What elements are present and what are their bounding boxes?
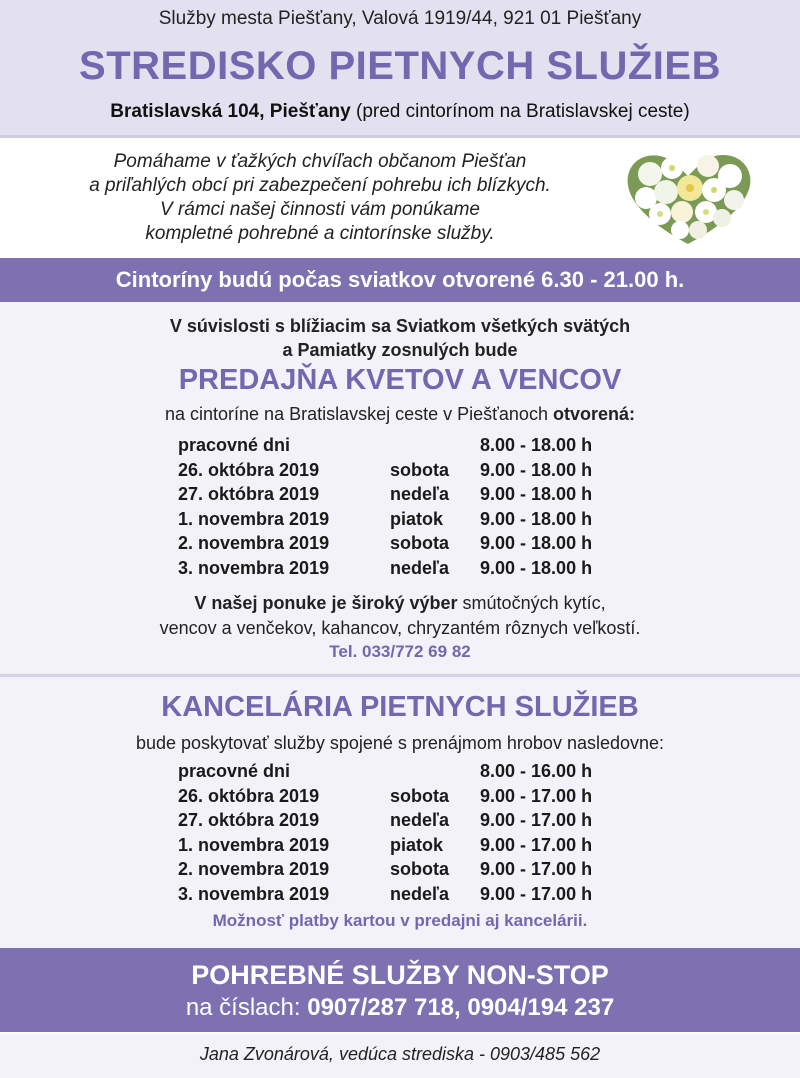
hours-date: 26. októbra 2019	[178, 459, 320, 480]
flower-bouquet-image	[620, 144, 756, 248]
footer	[0, 1032, 800, 1078]
hours-date: pracovné dni	[178, 435, 291, 455]
hours-time: 9.00 - 18.00 h	[480, 484, 593, 504]
address-note: (pred cintorínom na Bratislavskej ceste)	[356, 101, 690, 122]
hours-day: nedeľa	[390, 883, 449, 904]
hours-time: 8.00 - 18.00 h	[480, 435, 593, 455]
hours-date: 1. novembra 2019	[178, 508, 330, 529]
flower-shop-section	[0, 302, 800, 674]
shop-offer	[0, 591, 800, 641]
offer-line-2: vencov a venčekov, kahancov, chryzantém rôznych veľkostí.	[159, 618, 641, 638]
holiday-intro-line: a Pamiatky zosnulých bude	[282, 340, 518, 360]
hours-date: 3. novembra 2019	[178, 557, 330, 578]
hours-date: 3. novembra 2019	[178, 883, 330, 904]
hours-row	[178, 833, 638, 858]
hours-day: piatok	[390, 508, 444, 529]
hours-date: 1. novembra 2019	[178, 834, 330, 855]
offer-bold: V našej ponuke je široký výber	[194, 593, 458, 613]
intro-section	[0, 138, 800, 258]
hours-row	[178, 784, 638, 809]
intro-line: a priľahlých obcí pri zabezpečení pohrebu ich blízkych.	[89, 175, 551, 196]
office-title: KANCELÁRIA PIETNYCH SLUŽIEB	[161, 691, 639, 723]
hours-day: piatok	[390, 834, 444, 855]
hours-row	[178, 507, 638, 532]
nonstop-numbers: 0907/287 718, 0904/194 237	[307, 994, 615, 1021]
hours-row	[178, 882, 638, 907]
footer-contact: Jana Zvonárová, vedúca strediska - 0903/485 562	[199, 1044, 601, 1064]
payment-note: Možnosť platby kartou v predajni aj kancelárii.	[212, 911, 588, 930]
office-section	[0, 677, 800, 948]
intro-line: Pomáhame v ťažkých chvíľach občanom Piešťan	[113, 151, 527, 172]
nonstop-banner	[0, 948, 800, 1032]
hours-time: 8.00 - 16.00 h	[480, 761, 593, 781]
hours-date: pracovné dni	[178, 761, 291, 781]
nonstop-title: POHREBNÉ SLUŽBY NON-STOP	[191, 960, 609, 990]
shop-title: PREDAJŇA KVETOV A VENCOV	[178, 364, 622, 396]
holiday-intro	[0, 314, 800, 362]
hours-row	[178, 857, 638, 882]
hours-day: nedeľa	[390, 557, 449, 578]
hours-day: nedeľa	[390, 484, 449, 504]
offer-line	[0, 591, 800, 616]
hours-row	[178, 808, 638, 833]
header	[0, 0, 800, 138]
hours-day: nedeľa	[390, 810, 449, 830]
shop-note-text: na cintoríne na Bratislavskej ceste v Piešťanoch	[165, 404, 548, 424]
hours-time: 9.00 - 17.00 h	[480, 834, 593, 855]
page-title: STREDISKO PIETNYCH SLUŽIEB	[79, 44, 721, 88]
hours-time: 9.00 - 17.00 h	[480, 883, 593, 904]
hours-day: sobota	[390, 459, 450, 480]
address-line	[0, 101, 800, 123]
shop-hours-table	[178, 433, 638, 580]
hours-time: 9.00 - 17.00 h	[480, 859, 593, 879]
cemetery-hours-banner: Cintoríny budú počas sviatkov otvorené 6.30 - 21.00 h.	[0, 258, 800, 302]
intro-line: kompletné pohrebné a cintorínske služby.	[145, 223, 495, 244]
shop-note-bold: otvorená:	[552, 404, 635, 424]
hours-date: 2. novembra 2019	[178, 533, 330, 553]
hours-row	[178, 759, 638, 784]
office-hours-table	[178, 759, 638, 906]
offer-rest: smútočných kytíc,	[462, 593, 606, 613]
hours-time: 9.00 - 18.00 h	[480, 459, 593, 480]
hours-date: 27. októbra 2019	[178, 810, 320, 830]
hours-time: 9.00 - 18.00 h	[480, 557, 593, 578]
hours-time: 9.00 - 17.00 h	[480, 810, 593, 830]
hours-row	[178, 458, 638, 483]
hours-time: 9.00 - 18.00 h	[480, 533, 593, 553]
hours-day: sobota	[390, 859, 450, 879]
nonstop-prefix: na číslach:	[185, 994, 301, 1021]
intro-line: V rámci našej činnosti vám ponúkame	[160, 199, 480, 220]
hours-row	[178, 482, 638, 507]
hours-time: 9.00 - 18.00 h	[480, 508, 593, 529]
hours-day: sobota	[390, 785, 450, 806]
holiday-intro-line: V súvislosti s blížiacim sa Sviatkom všetkých svätých	[169, 316, 631, 336]
intro-text	[20, 150, 620, 246]
organization-line: Služby mesta Piešťany, Valová 1919/44, 921 01 Piešťany	[158, 8, 642, 29]
hours-row	[178, 556, 638, 581]
shop-phone: Tel. 033/772 69 82	[329, 642, 471, 661]
hours-date: 2. novembra 2019	[178, 859, 330, 879]
address-bold: Bratislavská 104, Piešťany	[110, 101, 351, 122]
office-note: bude poskytovať služby spojené s prenájmom hrobov nasledovne:	[135, 733, 665, 753]
hours-row	[178, 531, 638, 556]
hours-time: 9.00 - 17.00 h	[480, 785, 593, 806]
hours-date: 26. októbra 2019	[178, 785, 320, 806]
hours-day: sobota	[390, 533, 450, 553]
nonstop-phones	[0, 994, 800, 1022]
shop-note	[0, 404, 800, 425]
hours-date: 27. októbra 2019	[178, 484, 320, 504]
hours-row	[178, 433, 638, 458]
